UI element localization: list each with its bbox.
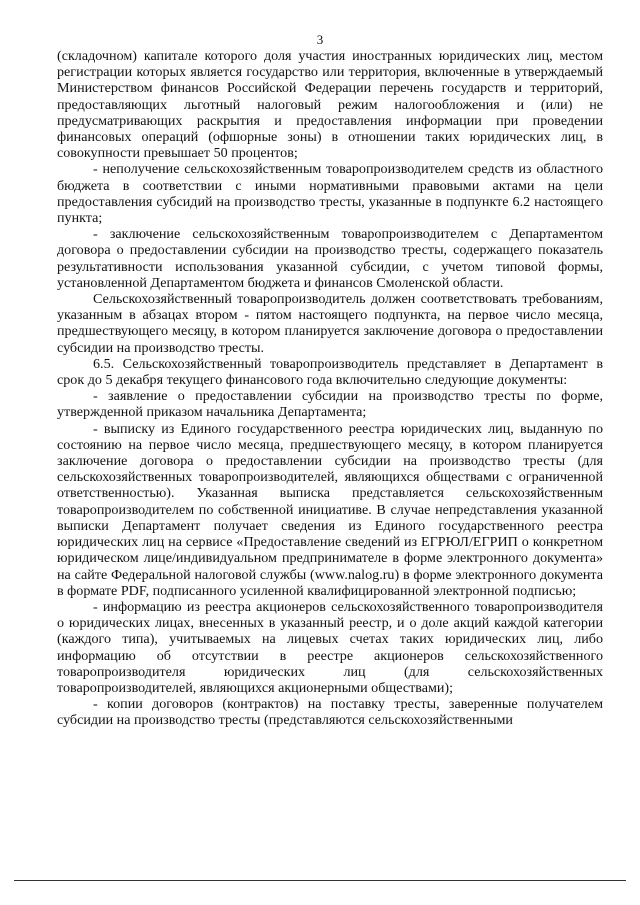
document-body [57, 48, 603, 729]
paragraph-contract-copies: - копии договоров (контрактов) на поставку тресты, заверенные получателем субсидии на производство тресты (представляются сельскохозяйственными [57, 696, 603, 729]
paragraph-egrul-extract: - выписку из Единого государственного реестра юридических лиц, выданную по состоянию на первое число месяца, предшествующего месяцу, в котором планируется заключение договора о предоставлении субсидии на производство тресты (для сельскохозяйственных товаропроизводителей, являющихся обществами с ограниченной ответственностью). Указанная выписка представляется сельскохозяйственным товаропроизводителем по собственной инициативе. В случае непредставления указанной выписки Департамент получает сведения из Единого государственного реестра юридических лиц на сервисе «Предоставление сведений из ЕГРЮЛ/ЕГРИП о конкретном юридическом лице/индивидуальном предпринимателе в форме электронного документа» на сайте Федеральной налоговой службы (www.nalog.ru) в форме электронного документа в формате PDF, подписанного усиленной квалифицированной электронной подписью; [57, 420, 603, 599]
page-number: 3 [316, 32, 324, 47]
paragraph-requirements-date: Сельскохозяйственный товаропроизводитель должен соответствовать требованиям, указанным в абзацах втором - пятом настоящего подпункта, на первое число месяца, предшествующего месяцу, в котором планируется заключение договора о предоставлении субсидии на производство тресты. [57, 291, 603, 356]
paragraph-application: - заявление о предоставлении субсидии на производство тресты по форме, утвержденной приказом начальника Департамента; [57, 388, 603, 421]
paragraph-shareholders-register: - информацию из реестра акционеров сельскохозяйственного товаропроизводителя о юридических лицах, внесенных в указанный реестр, и о доле акций каждой категории (каждого типа), учитываемых на лицевых счетах таких юридических лиц, либо информацию об отсутствии в реестре акционеров сельскохозяйственного товаропроизводителя юридических лиц (для сельскохозяйственных товаропроизводителей, являющихся акционерными обществами); [57, 598, 603, 696]
paragraph-no-other-funds: - неполучение сельскохозяйственным товаропроизводителем средств из областного бюджета в соответствии с иными нормативными правовыми актами на цели предоставления субсидий на производство тресты, указанные в подпункте 6.2 настоящего пункта; [57, 161, 603, 227]
paragraph-continuation: (складочном) капитале которого доля участия иностранных юридических лиц, местом регистрации которых является государство или территория, включенные в утверждаемый Министерством финансов Российской Федерации перечень государств и территорий, предоставляющих льготный налоговый режим налогообложения и (или) не предусматривающих раскрытия и предоставления информации при проведении финансовых операций (офшорные зоны) в отношении таких юридических лиц, в совокупности превышает 50 процентов; [57, 48, 603, 162]
footer-rule [14, 880, 626, 881]
paragraph-6-5: 6.5. Сельскохозяйственный товаропроизводитель представляет в Департамент в срок до 5 декабря текущего финансового года включительно следующие документы: [57, 355, 603, 389]
paragraph-agreement: - заключение сельскохозяйственным товаропроизводителем с Департаментом договора о предоставлении субсидии на производство тресты, содержащего показатель результативности использования указанной субсидии, с учетом типовой формы, установленной Департаментом бюджета и финансов Смоленской области. [57, 226, 603, 291]
